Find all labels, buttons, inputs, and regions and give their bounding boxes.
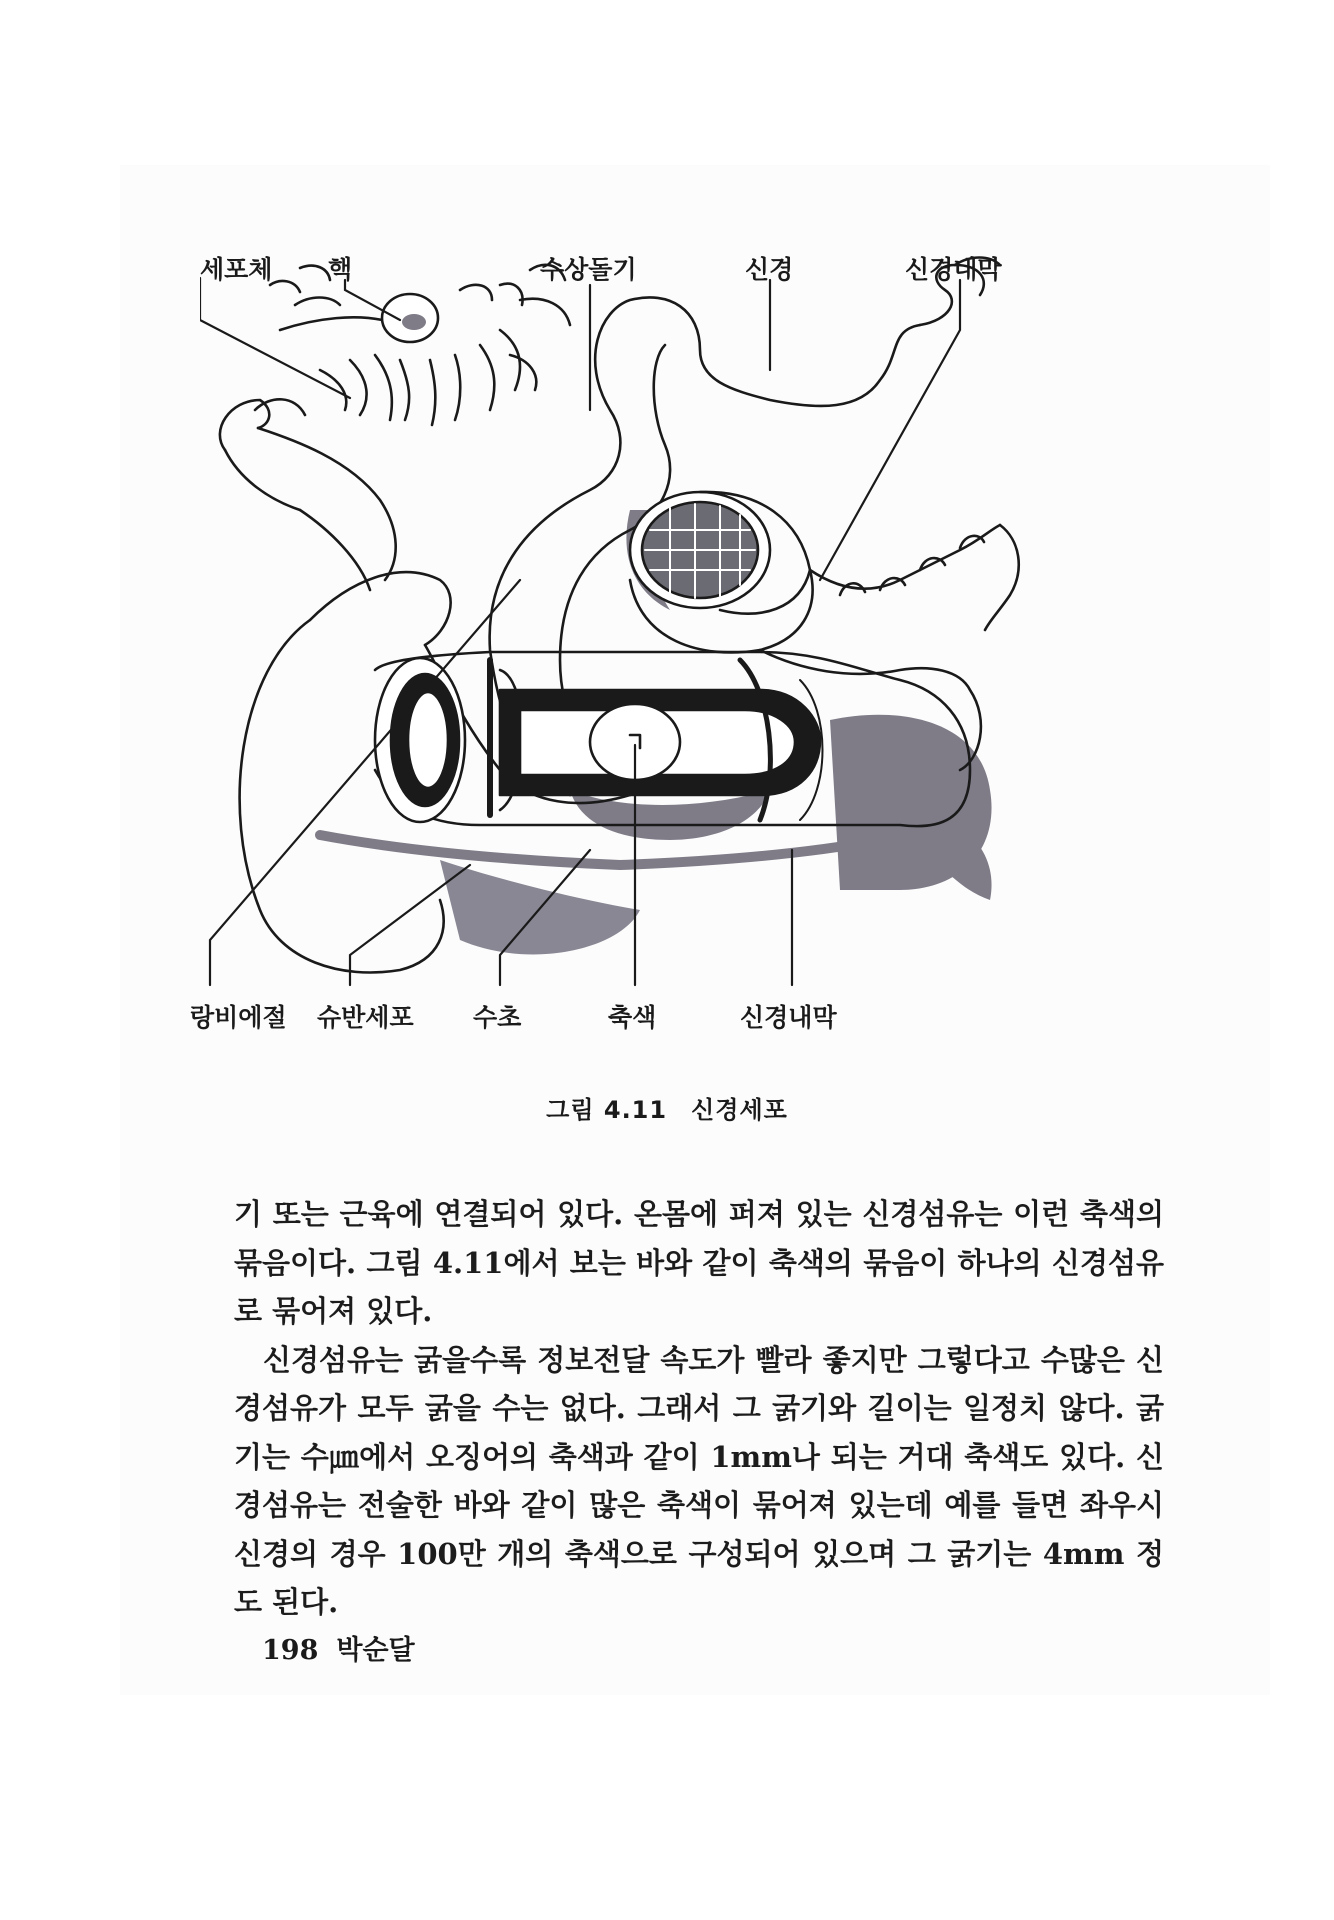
- page-footer: [262, 1628, 415, 1667]
- paragraph-1: 기 또는 근육에 연결되어 있다. 온몸에 퍼져 있는 신경섬유는 이런 축색의 묶음이다. 그림 4.11에서 보는 바와 같이 축색의 묶음이 하나의 신경섬유로 묶어져 있다.: [234, 1197, 1164, 1328]
- label-endoneurium-top: 신경내막: [905, 255, 1002, 284]
- body-text: [234, 1190, 1164, 1627]
- label-schwann-cell: 슈반세포: [317, 1003, 414, 1032]
- label-nucleus: 핵: [328, 255, 353, 284]
- paragraph-2: 신경섬유는 굵을수록 정보전달 속도가 빨라 좋지만 그렇다고 수많은 신경섬유가 모두 굵을 수는 없다. 그래서 그 굵기와 길이는 일정치 않다. 굵기는 수㎛에서 오징어의 축색과 같이 1mm나 되는 거대 축색도 있다. 신경섬유는 전술한 바와 같이 많은 축색이 묶어져 있는데 예를 들면 좌우시신경의 경우 100만 개의 축색으로 구성되어 있으며 그 굵기는 4mm 정도 된다.: [234, 1342, 1164, 1619]
- figure-caption: [0, 1090, 1334, 1125]
- figure-number: 그림 4.11: [546, 1096, 668, 1124]
- label-endoneurium-bottom: 신경내막: [740, 1003, 837, 1032]
- label-dendrite: 수상돌기: [540, 255, 637, 284]
- label-axon: 축색: [608, 1003, 657, 1032]
- nerve-cell-illustration: [200, 250, 1100, 1070]
- label-nerve: 신경: [745, 255, 794, 284]
- label-myelin-sheath: 수초: [473, 1003, 522, 1032]
- figure-title: 신경세포: [691, 1096, 788, 1124]
- author-name: 박순달: [336, 1635, 415, 1666]
- label-cell-body: 세포체: [200, 255, 273, 284]
- page-number: 198: [262, 1635, 319, 1666]
- label-node-of-ranvier: 랑비에절: [190, 1003, 287, 1032]
- nerve-cell-figure: [190, 250, 1100, 1070]
